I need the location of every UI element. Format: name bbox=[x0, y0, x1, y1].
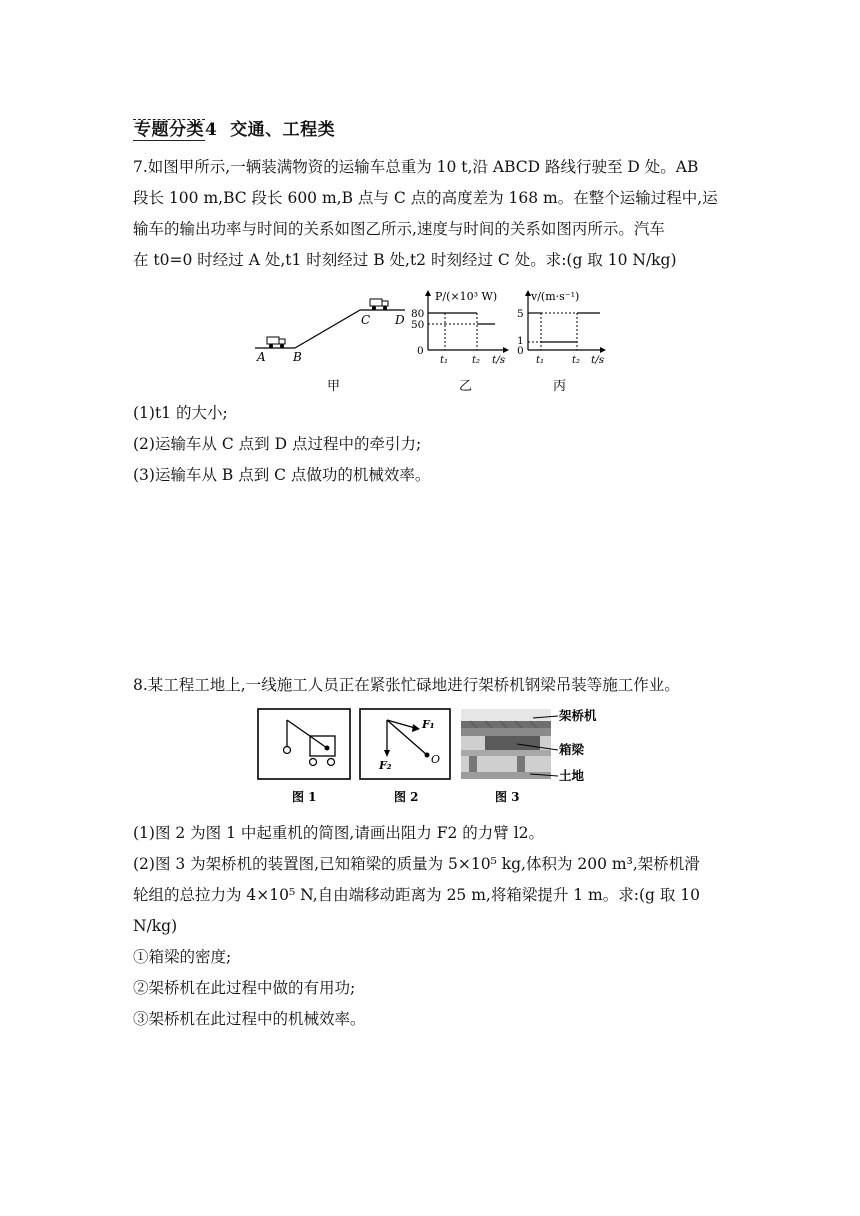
section-heading bbox=[133, 115, 335, 140]
q8-sub-3: ③架桥机在此过程中的机械效率。 bbox=[133, 1010, 366, 1028]
q8-sub-2: ②架桥机在此过程中做的有用功; bbox=[133, 979, 356, 997]
yi-xlabel: t/s bbox=[492, 354, 506, 366]
truck-icon bbox=[370, 299, 388, 310]
bing-xtick-t2: t₂ bbox=[572, 355, 581, 366]
q7-sub-2: (2)运输车从 C 点到 D 点过程中的牵引力; bbox=[133, 435, 422, 453]
q7-sub-1: (1)t1 的大小; bbox=[133, 404, 228, 422]
bing-ylabel: v/(m·s⁻¹) bbox=[531, 290, 580, 303]
bing-tick-5: 5 bbox=[517, 308, 524, 320]
bing-xlabel: t/s bbox=[591, 354, 605, 366]
f1-label: F₁ bbox=[422, 718, 435, 731]
label-ground: 土地 bbox=[559, 768, 585, 783]
figure-jia bbox=[255, 299, 405, 394]
figure-bing-label: 丙 bbox=[553, 379, 567, 394]
yi-xtick-t2: t₂ bbox=[472, 355, 481, 366]
question-7 bbox=[133, 152, 733, 276]
figure-1 bbox=[258, 709, 350, 804]
q7-figure bbox=[245, 288, 625, 398]
label-beam: 箱梁 bbox=[559, 742, 585, 757]
bing-tick-1: 1 bbox=[517, 335, 524, 347]
q7-line-4: 在 t0=0 时经过 A 处,t1 时刻经过 B 处,t2 时刻经过 C 处。求:(g 取 10 N/kg) bbox=[133, 251, 677, 269]
figure-3-label: 图 3 bbox=[495, 790, 520, 804]
q8-body bbox=[133, 818, 733, 1035]
q8-line-1: (1)图 2 为图 1 中起重机的简图,请画出阻力 F2 的力臂 l2。 bbox=[133, 824, 545, 842]
figure-3 bbox=[461, 708, 597, 804]
point-c: C bbox=[361, 313, 371, 327]
label-machine: 架桥机 bbox=[559, 708, 597, 723]
figure-yi bbox=[411, 290, 509, 394]
yi-ylabel: P/(×10³ W) bbox=[435, 290, 498, 303]
question-8 bbox=[133, 670, 733, 701]
q7-subquestions bbox=[133, 398, 733, 491]
o-label: O bbox=[431, 753, 441, 766]
figure-2-label: 图 2 bbox=[394, 790, 419, 804]
q7-sub-3: (3)运输车从 B 点到 C 点做功的机械效率。 bbox=[133, 466, 431, 484]
category-number: 4 bbox=[205, 120, 218, 140]
q8-line-4: N/kg) bbox=[133, 917, 178, 935]
figure-bing bbox=[517, 290, 606, 394]
truck-icon bbox=[267, 337, 285, 348]
yi-xtick-t1: t₁ bbox=[440, 355, 449, 366]
figure-jia-label: 甲 bbox=[327, 379, 341, 394]
point-a: A bbox=[257, 350, 266, 364]
point-d: D bbox=[395, 313, 405, 327]
q8-line-2: (2)图 3 为架桥机的装置图,已知箱梁的质量为 5×10⁵ kg,体积为 200 m³,架桥机滑 bbox=[133, 855, 700, 873]
bing-tick-0: 0 bbox=[517, 345, 524, 357]
yi-tick-80: 80 bbox=[411, 308, 425, 320]
q7-line-2: 段长 100 m,BC 段长 600 m,B 点与 C 点的高度差为 168 m。在整个运输过程中,运 bbox=[133, 189, 718, 207]
q7-line-3: 输车的输出功率与时间的关系如图乙所示,速度与时间的关系如图丙所示。汽车 bbox=[133, 220, 665, 238]
q7-line-1: 7.如图甲所示,一辆装满物资的运输车总重为 10 t,沿 ABCD 路线行驶至 D 处。AB bbox=[133, 158, 699, 176]
figure-2 bbox=[360, 709, 450, 804]
bing-xtick-t1: t₁ bbox=[536, 355, 545, 366]
q8-intro: 8.某工程工地上,一线施工人员正在紧张忙碌地进行架桥机钢梁吊装等施工作业。 bbox=[133, 676, 680, 694]
f2-label: F₂ bbox=[379, 759, 392, 772]
category-title: 交通、工程类 bbox=[230, 120, 336, 140]
figure-yi-label: 乙 bbox=[459, 379, 473, 394]
yi-tick-50: 50 bbox=[411, 319, 425, 331]
yi-tick-0: 0 bbox=[417, 345, 424, 357]
category-box: 专题分类 bbox=[134, 120, 204, 140]
q8-line-3: 轮组的总拉力为 4×10⁵ N,自由端移动距离为 25 m,将箱梁提升 1 m。求:(g 取 10 bbox=[133, 886, 701, 904]
q8-figure bbox=[255, 706, 635, 810]
q8-sub-1: ①箱梁的密度; bbox=[133, 948, 232, 966]
point-b: B bbox=[293, 350, 302, 364]
figure-1-label: 图 1 bbox=[292, 790, 317, 804]
